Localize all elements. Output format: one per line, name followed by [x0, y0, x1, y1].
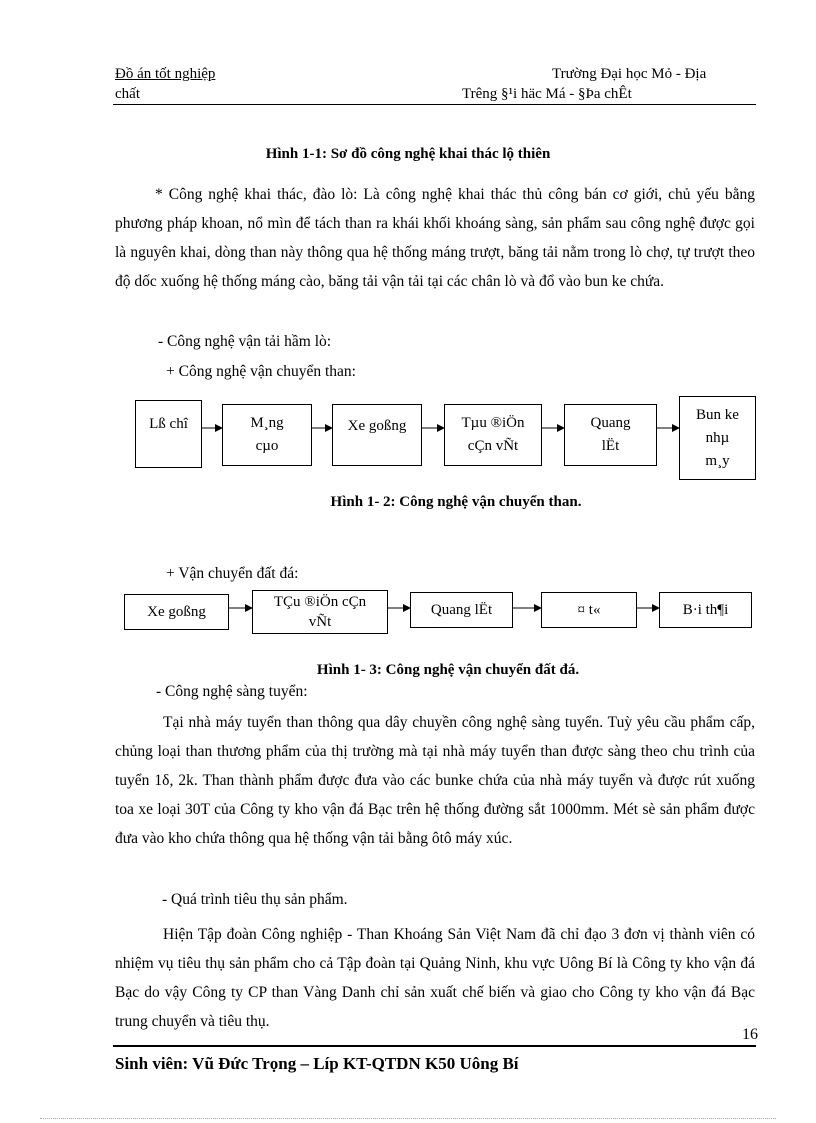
header-university: Trường Đại học Mỏ - Địa	[552, 66, 707, 82]
flow2-box-bai-thai: B·i th¶i	[659, 592, 752, 628]
flow2-box-tau-dien: TÇu ®iÖn cÇn vÑt	[252, 590, 388, 634]
figure-caption-1-3: Hình 1- 3: Công nghệ vận chuyển đất đá.	[316, 662, 580, 678]
line-sang-tuyen: - Công nghệ sàng tuyển:	[156, 683, 308, 700]
flow1-box-mang-cao: M¸ng cµo	[222, 404, 312, 466]
line-van-chuyen-than: + Công nghệ vận chuyển than:	[166, 363, 356, 380]
paragraph-khai-thac-dao-lo: * Công nghệ khai thác, đào lò: Là công nghệ khai thác thủ công bán cơ giới, chủ yếu bằng phương pháp khoan, nổ mìn để tách than ra khái khối khoáng sàng, sản phẩm sau công nghệ được gọi là nguyên khai, dòng than này thông qua hệ thống máng trượt, băng tải nằm trong lò chợ, tự trượt theo độ dốc xuống hệ thống máng cào, băng tải vận tải tại các chân lò và đổ vào bun ke chứa.	[115, 186, 755, 290]
paragraph-tieu-thu: Hiện Tập đoàn Công nghiệp - Than Khoáng Sản Việt Nam đã chỉ đạo 3 đơn vị thành viên có nhiệm vụ tiêu thụ sản phẩm cho cả Tập đoàn tại Quảng Ninh, khu vực Uông Bí là Công ty kho vận đá Bạc do vậy Công ty CP than Vàng Danh chỉ sản xuất chế biến và giao cho Công ty kho vận đá Bạc trung chuyển và tiêu thụ.	[115, 926, 755, 1030]
flow1-box-tau-dien: Tµu ®iÖn cÇn vÑt	[444, 404, 542, 466]
flow1-box-quang-lat: Quang lËt	[564, 404, 657, 466]
flow2-box-quang-lat: Quang lËt	[410, 592, 513, 628]
flow1-box-xe-goong: Xe goßng	[332, 404, 422, 466]
flow2-box-o-to: ¤ t«	[541, 592, 637, 628]
figure-caption-1-2: Hình 1- 2: Công nghệ vận chuyển than.	[330, 494, 582, 510]
flow1-box-lo-cho: Lß chî	[135, 400, 202, 468]
page-number: 16	[742, 1026, 758, 1043]
flow1-box-bun-ke: Bun ke nhµ m¸y	[679, 396, 756, 480]
figure-caption-1-1: Hình 1-1: Sơ đồ công nghệ khai thác lộ thiên	[265, 146, 551, 162]
header-doc-title: Đồ án tốt nghiệp	[115, 66, 216, 82]
page-bottom-border	[40, 1118, 776, 1119]
paragraph-sang-tuyen: Tại nhà máy tuyển than thông qua dây chuyền công nghệ sàng tuyển. Tuỳ yêu cầu phẩm cấp, chủng loại than thương phẩm của thị trường mà tại nhà máy tuyển than được sàng theo chu trình của tuyển 1δ, 2k. Than thành phẩm được đưa vào các bunke chứa của nhà máy tuyển và được rút xuống toa xe loại 30T của Công ty kho vận đá Bạc trên hệ thống đường sắt 1000mm. Mét sè sản phẩm được đưa vào kho chứa thông qua hệ thống vận tải bằng ôtô máy xúc.	[115, 714, 755, 847]
footer-rule	[113, 1045, 756, 1047]
header-doc-title-cont: chất	[115, 86, 140, 102]
footer-student-info: Sinh viên: Vũ Đức Trọng – Líp KT-QTDN K50 Uông Bí	[115, 1054, 519, 1073]
header-university-legacy: Trêng §¹i häc Má - §Þa chÊt	[462, 86, 632, 102]
line-van-tai-ham-lo: - Công nghệ vận tải hầm lò:	[158, 333, 332, 350]
line-van-chuyen-dat-da: + Vận chuyển đất đá:	[166, 565, 299, 582]
line-tieu-thu: - Quá trình tiêu thụ sản phẩm.	[162, 891, 348, 908]
flow2-box-xe-goong: Xe goßng	[124, 594, 229, 630]
